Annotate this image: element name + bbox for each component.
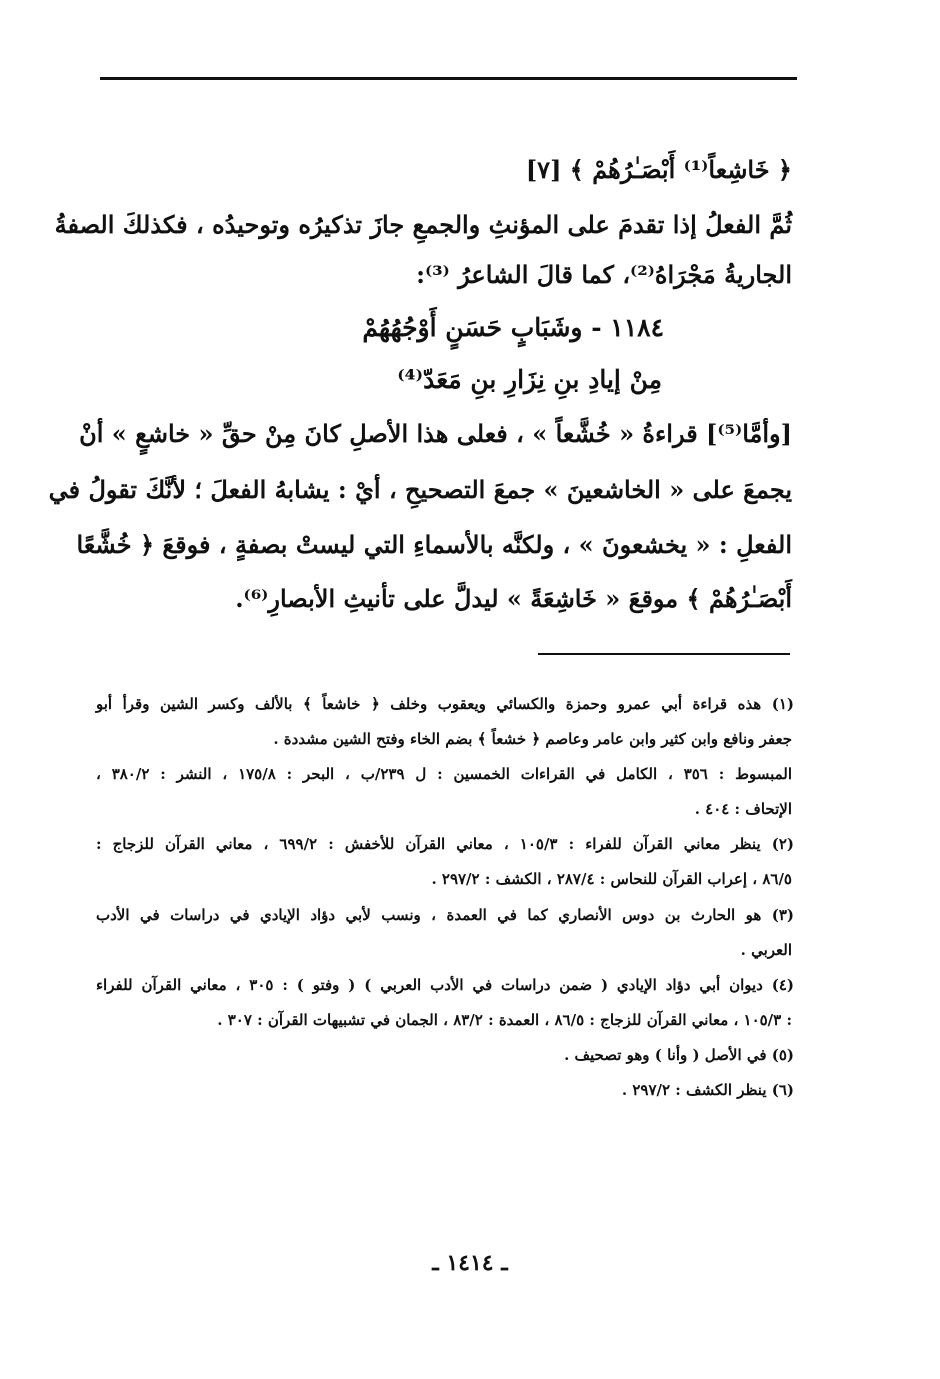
footnote-2-line-2: ٨٦/٥ ، إعراب القرآن للنحاس : ٢٨٧/٤ ، الكشف : ٢٩٧/٢ . — [431, 870, 792, 888]
footnote-5: (٥) في الأصل ( وأنا ) وهو تصحيف . — [564, 1046, 794, 1064]
footnote-1-line-4: الإتحاف : ٤٠٤ . — [694, 800, 792, 818]
footnote-3-line-2: العربي . — [740, 941, 792, 959]
paragraph-2-line-1: [وأمَّا⁽⁵⁾] قراءةُ « خُشَّعاً » ، فعلى هذا الأصلِ كانَ مِنْ حقِّ « خاشعٍ » أنْ — [79, 419, 792, 448]
paragraph-1-line-2: الجاريةُ مَجْرَاهُ⁽²⁾، كما قالَ الشاعرُ ⁽³⁾: — [416, 260, 792, 289]
footnote-6: (٦) ينظر الكشف : ٢٩٧/٢ . — [621, 1081, 794, 1099]
header-rule — [100, 77, 797, 80]
paragraph-2-line-2: يجمعَ على « الخاشعينَ » جمعَ التصحيحِ ، أيْ : يشابهُ الفعلَ ؛ لأنَّكَ تقولُ في — [48, 475, 792, 504]
verse-line-2: مِنْ إيادِ بنِ نِزَارِ بنِ مَعَدّ⁽⁴⁾ — [397, 365, 662, 394]
footnote-1-line-3: المبسوط : ٣٥٦ ، الكامل في القراءات الخمسين : ل ٢٣٩/ب ، البحر : ١٧٥/٨ ، النشر : ٣٨٠/٢ ، — [96, 765, 793, 783]
footnote-4-line-1: (٤) ديوان أبي دؤاد الإيادي ( ضمن دراسات في الأدب العربي ) ( وفتو ) : ٣٠٥ ، معاني القرآن للفراء — [96, 976, 795, 994]
footnote-4-line-2: : ١٠٥/٣ ، معاني القرآن للزجاج : ٨٦/٥ ، العمدة : ٨٣/٢ ، الجمان في تشبيهات القرآن : ٣٠٧ . — [217, 1011, 792, 1029]
footnote-1-line-2: جعفر ونافع وابن كثير وابن عامر وعاصم ﴿ خشعاً ﴾ بضم الخاء وفتح الشين مشددة . — [273, 730, 792, 748]
ayah-line: ﴿ خَاشِعاً⁽¹⁾ أَبْصَـٰرُهُمْ ﴾ [٧] — [525, 155, 792, 184]
paragraph-2-line-3: الفعلِ : « يخشعونَ » ، ولكنَّه بالأسماءِ التي ليستْ بصفةٍ ، فوقعَ ﴿ خُشَّعًا — [76, 530, 792, 559]
verse-line-1: ١١٨٤ - وشَبَابٍ حَسَنٍ أَوْجُهُهُمْ — [362, 313, 664, 342]
footnote-2-line-1: (٢) ينظر معاني القرآن للفراء : ١٠٥/٣ ، معاني القرآن للأخفش : ٦٩٩/٢ ، معاني القرآن للزجاج : — [96, 835, 794, 853]
footnote-3-line-1: (٣) هو الحارث بن دوس الأنصاري كما في العمدة ، ونسب لأبي دؤاد الإيادي في دراسات في الأدب — [96, 906, 794, 924]
footnote-1-line-1: (١) هذه قراءة أبي عمرو وحمزة والكسائي ويعقوب وخلف ﴿ خاشعاً ﴾ بالألف وكسر الشين وقرأ أبو — [96, 695, 794, 713]
paragraph-2-line-4: أَبْصَـٰرُهُمْ ﴾ موقعَ « خَاشِعَةً » ليدلَّ على تأنيثِ الأبصارِ⁽⁶⁾. — [235, 584, 792, 613]
footnote-separator — [538, 653, 790, 655]
page-number: ـ ١٤١٤ ـ — [432, 1250, 508, 1276]
paragraph-1-line-1: ثُمَّ الفعلُ إذا تقدمَ على المؤنثِ والجمعِ جازَ تذكيرُه وتوحيدُه ، فكذلكَ الصفةُ — [54, 210, 792, 239]
